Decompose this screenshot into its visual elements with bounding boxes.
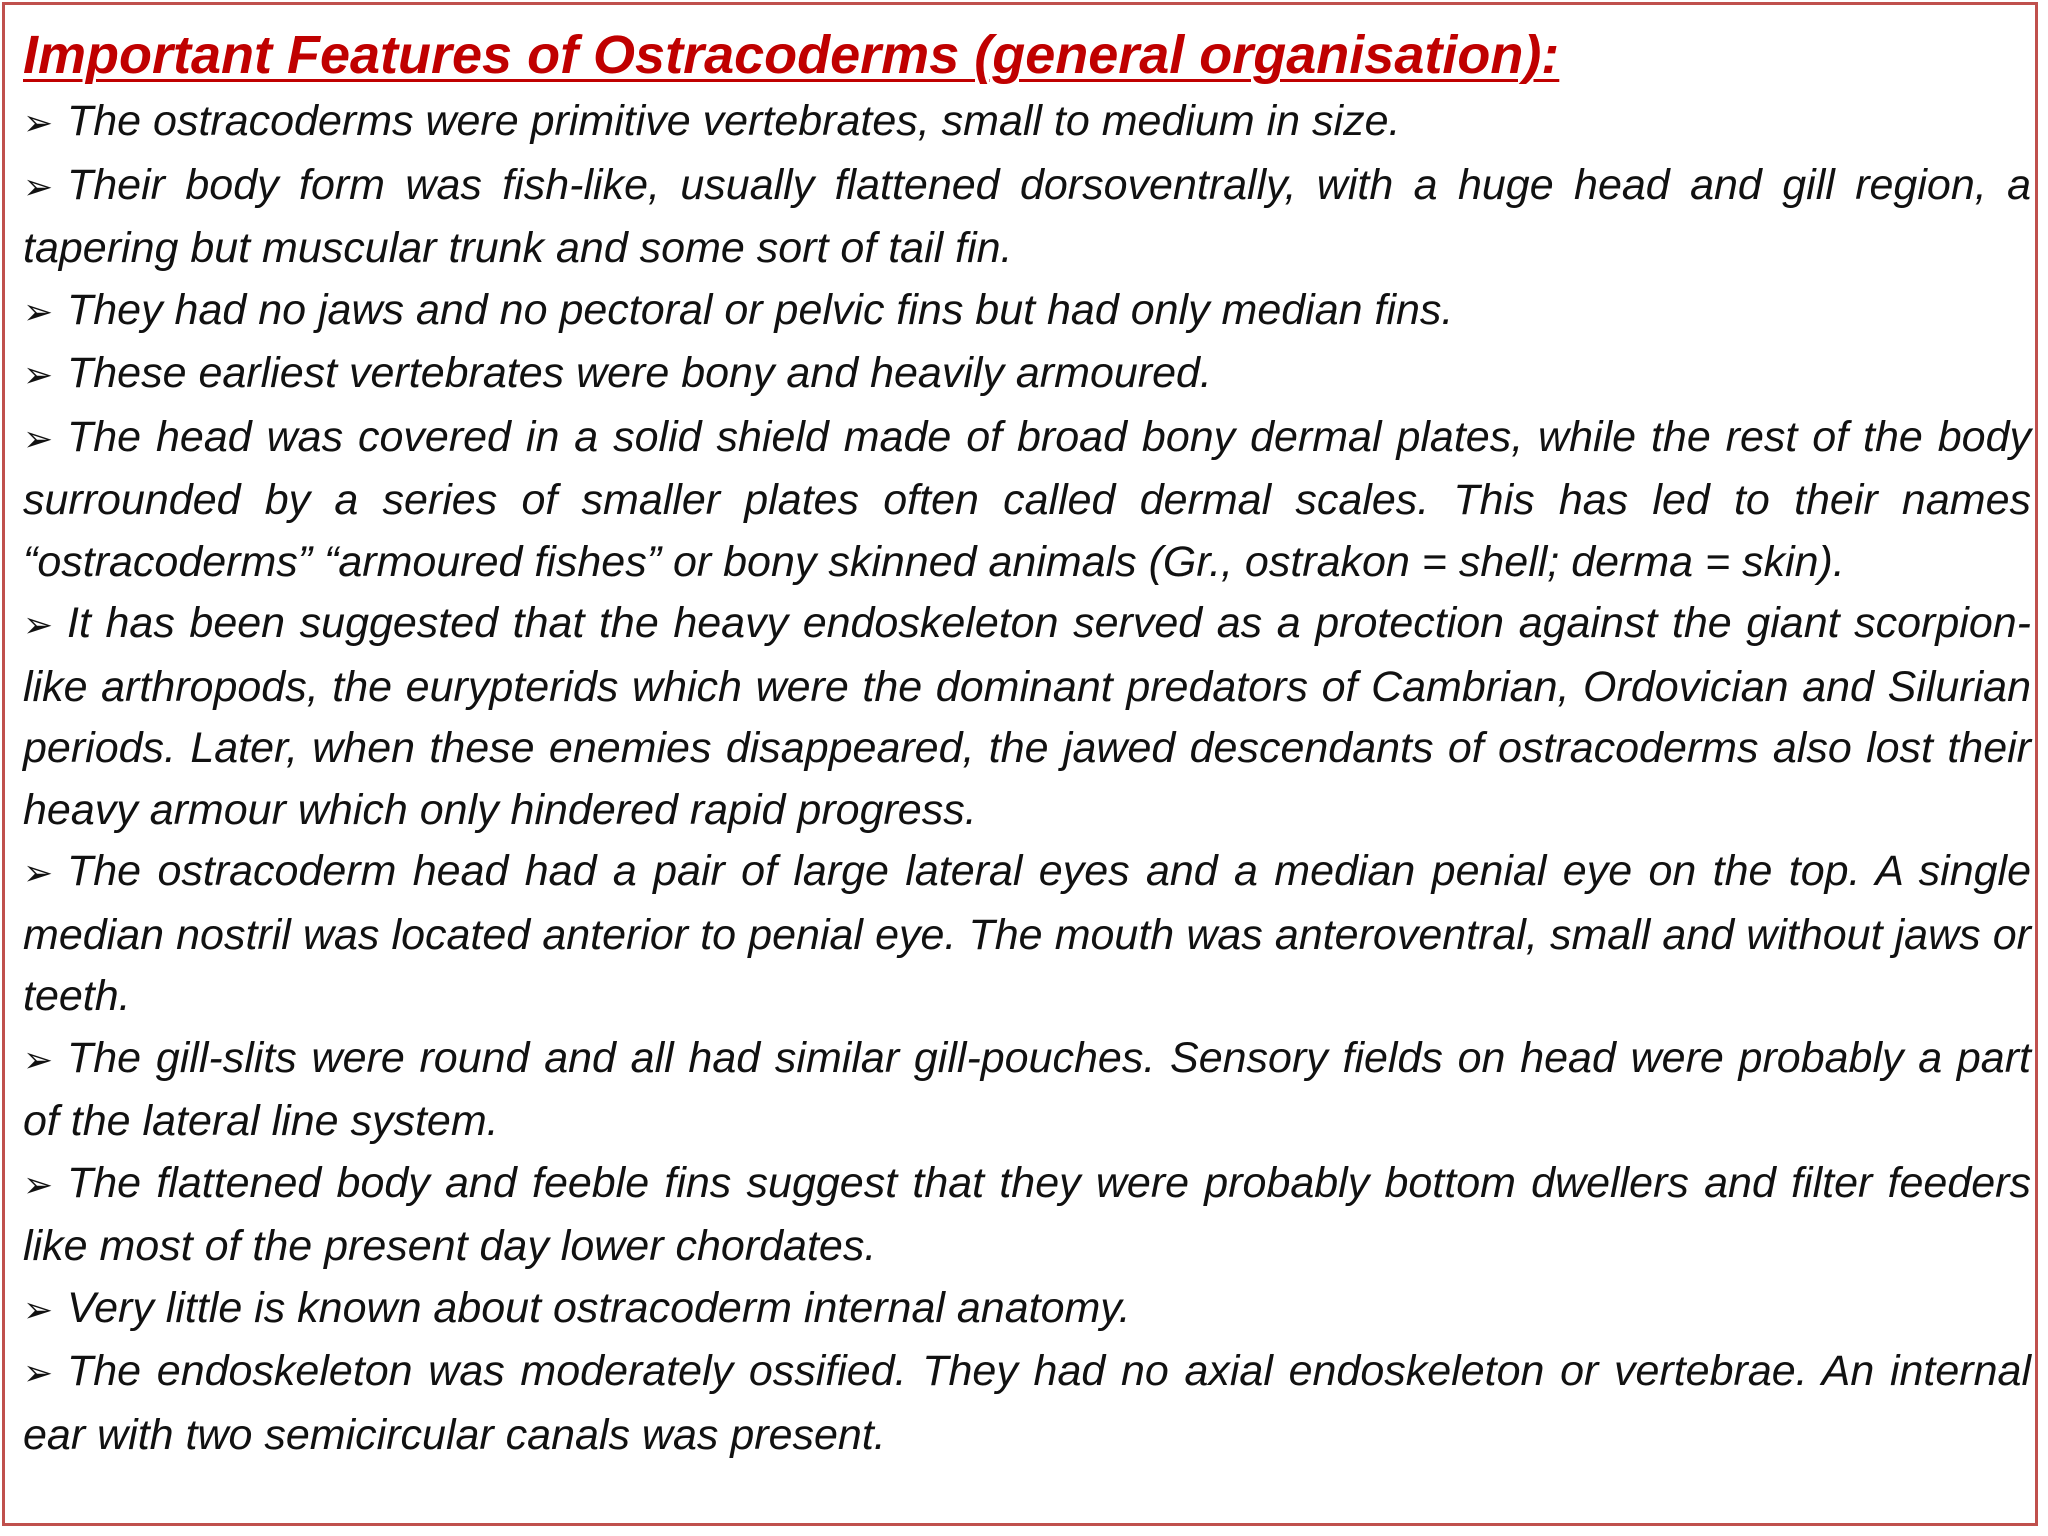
bullet-item bbox=[23, 1341, 2031, 1466]
bullet-text: Their body form was fish-like, usually flattened dorsoventrally, with a huge head and gill region, a tapering but muscular trunk and some sort of tail fin. bbox=[23, 160, 2031, 272]
slide-title: Important Features of Ostracoderms (general organisation): bbox=[23, 25, 1560, 85]
bullet-text: These earliest vertebrates were bony and heavily armoured. bbox=[67, 349, 1212, 397]
arrow-bullet-icon: ➢ bbox=[23, 291, 54, 333]
arrow-bullet-icon: ➢ bbox=[23, 1353, 54, 1394]
bullet-item bbox=[23, 841, 2031, 1028]
arrow-bullet-icon: ➢ bbox=[23, 853, 54, 894]
bullet-text: The endoskeleton was moderately ossified. They had no axial endoskeleton or vertebrae. An internal ear with two semicircular canals was present. bbox=[23, 1347, 2031, 1459]
bullet-item bbox=[23, 593, 2031, 841]
arrow-bullet-icon: ➢ bbox=[23, 1039, 54, 1081]
bullet-text: The ostracoderm head had a pair of large lateral eyes and a median penial eye on the top. A single median nostril was located anterior to penial eye. The mouth was anteroventral, small and without jaws or teeth. bbox=[23, 847, 2031, 1020]
slide-frame bbox=[2, 2, 2038, 1526]
bullet-text: The head was covered in a solid shield made of broad bony dermal plates, while the rest of the body surrounded by a series of smaller plates often called dermal scales. This has led to their names “ostracoderms” “armoured fishes” or bony skinned animals (Gr., ostrakon = shell; derma = skin). bbox=[23, 412, 2031, 586]
bullet-item bbox=[23, 1028, 2031, 1153]
bullet-list bbox=[23, 91, 2031, 1466]
arrow-bullet-icon: ➢ bbox=[23, 418, 54, 460]
bullet-item bbox=[23, 1153, 2031, 1278]
bullet-item bbox=[23, 1278, 2031, 1342]
bullet-text: It has been suggested that the heavy endoskeleton served as a protection against the giant scorpion-like arthropods, the eurypterids which were the dominant predators of Cambrian, Ordovician and Silurian periods. Later, when these enemies disappeared, the jawed descendants of ostracoderms also lost their heavy armour which only hindered rapid progress. bbox=[23, 599, 2031, 834]
bullet-text: The ostracoderms were primitive vertebrates, small to medium in size. bbox=[67, 97, 1401, 145]
arrow-bullet-icon: ➢ bbox=[23, 103, 54, 144]
arrow-bullet-icon: ➢ bbox=[23, 605, 54, 646]
arrow-bullet-icon: ➢ bbox=[23, 166, 54, 208]
bullet-text: Very little is known about ostracoderm internal anatomy. bbox=[67, 1283, 1131, 1332]
bullet-text: The flattened body and feeble fins suggest that they were probably bottom dwellers and filter feeders like most of the present day lower chordates. bbox=[23, 1158, 2031, 1270]
slide-content bbox=[23, 23, 2031, 1466]
bullet-item bbox=[23, 91, 2031, 155]
bullet-item bbox=[23, 407, 2031, 594]
bullet-item bbox=[23, 343, 2031, 407]
arrow-bullet-icon: ➢ bbox=[23, 355, 54, 396]
bullet-text: The gill-slits were round and all had similar gill-pouches. Sensory fields on head were probably a part of the lateral line system. bbox=[23, 1033, 2031, 1145]
bullet-text: They had no jaws and no pectoral or pelvic fins but had only median fins. bbox=[67, 285, 1454, 334]
bullet-item bbox=[23, 280, 2031, 344]
arrow-bullet-icon: ➢ bbox=[23, 1164, 54, 1206]
bullet-item bbox=[23, 155, 2031, 280]
arrow-bullet-icon: ➢ bbox=[23, 1289, 54, 1331]
